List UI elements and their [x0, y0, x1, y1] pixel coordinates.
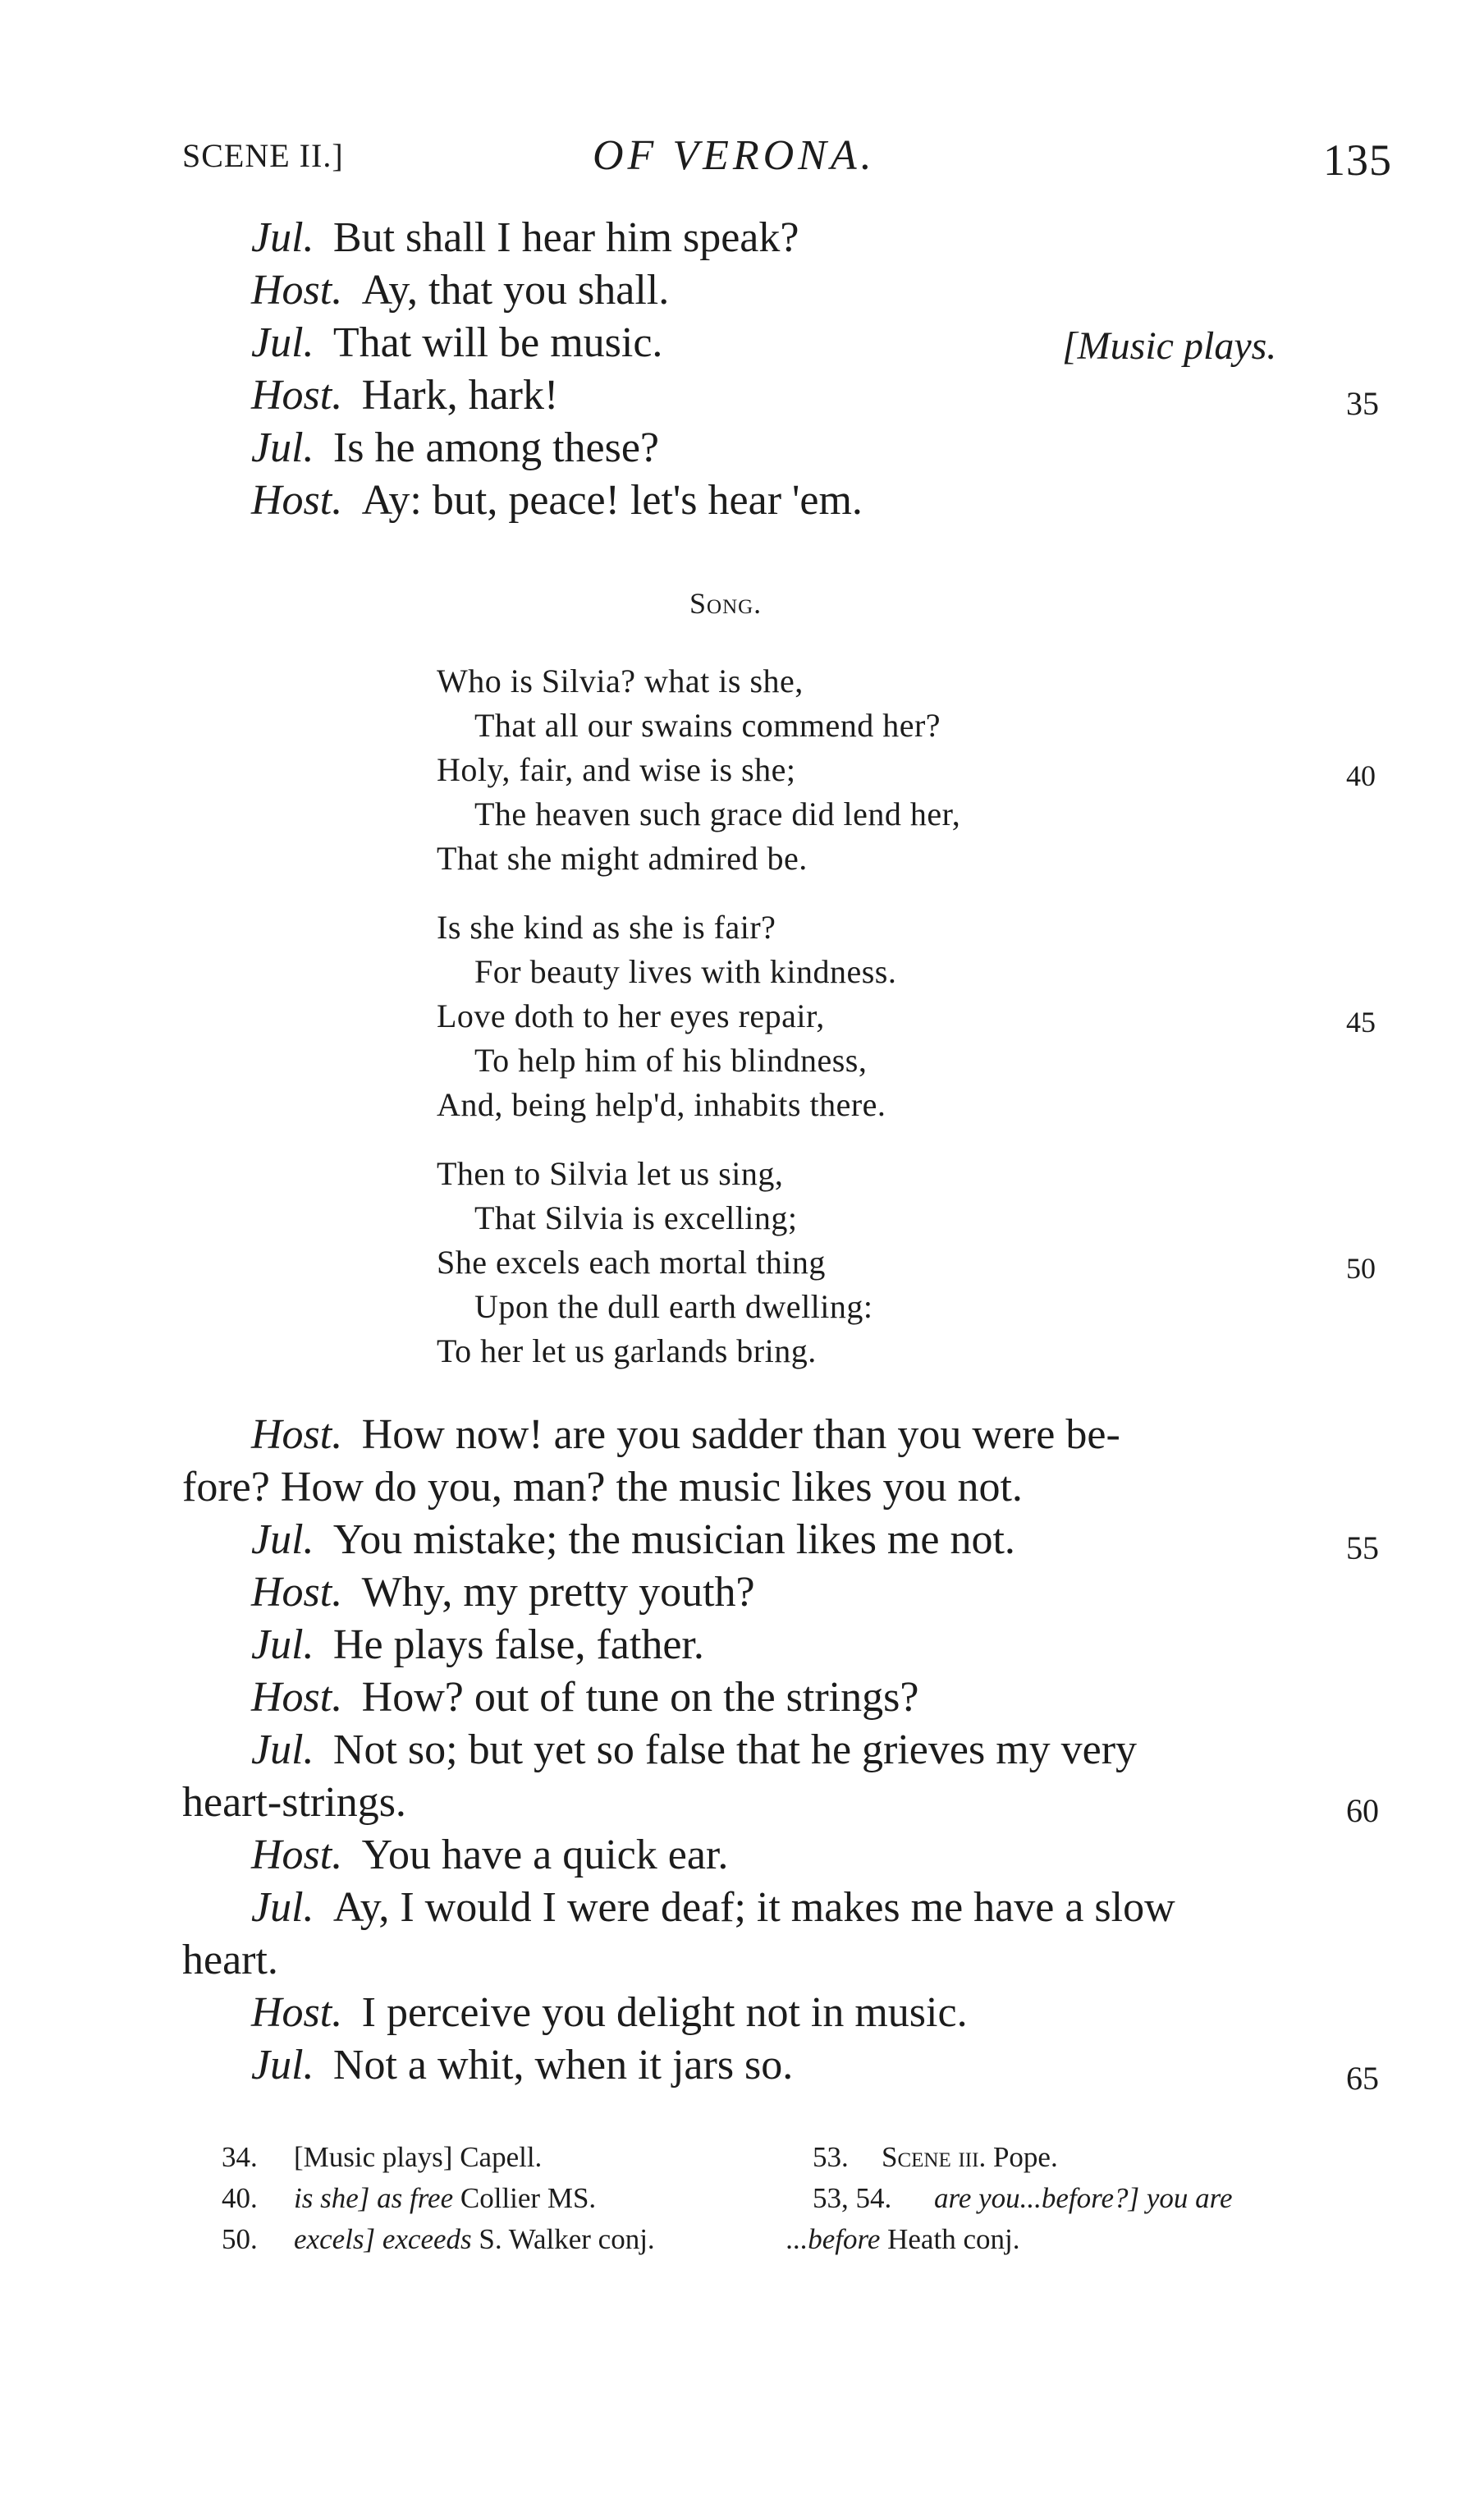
song-line: Upon the dull earth dwelling:	[474, 1288, 873, 1325]
line-number: 55	[1346, 1529, 1379, 1566]
dialogue-line	[251, 1831, 728, 1879]
footnote-source: Heath conj.	[880, 2223, 1020, 2255]
footnote-number: 53.	[813, 2141, 849, 2173]
song-line: Holy, fair, and wise is she;	[437, 751, 796, 788]
speech: You have a quick ear.	[361, 1832, 729, 1878]
song-line: For beauty lives with kindness.	[474, 953, 897, 990]
speech: fore? How do you, man? the music likes you not.	[182, 1464, 1023, 1511]
speech: How? out of tune on the strings?	[361, 1674, 919, 1721]
dialogue-line	[251, 371, 558, 420]
footnote-reading: ...before	[786, 2223, 881, 2255]
song-line: Love doth to her eyes repair,	[437, 997, 825, 1034]
song-line: That she might admired be.	[437, 840, 808, 877]
speech: Not a whit, when it jars so.	[332, 2042, 794, 2088]
song-line: To her let us garlands bring.	[437, 1332, 817, 1369]
footnote	[222, 2141, 542, 2174]
speaker: Host.	[251, 267, 343, 314]
speech: Is he among these?	[332, 424, 660, 471]
footnote-reading: as free	[369, 2182, 454, 2214]
song-line: Then to Silvia let us sing,	[437, 1155, 784, 1192]
song-line: And, being help'd, inhabits there.	[437, 1086, 886, 1123]
line-number: 40	[1346, 759, 1376, 792]
dialogue-line	[251, 424, 659, 472]
speaker: Host.	[251, 1411, 343, 1458]
dialogue-line	[251, 319, 662, 367]
speaker: Host.	[251, 1569, 343, 1616]
dialogue-line	[251, 1988, 968, 2037]
song-line: Who is Silvia? what is she,	[437, 663, 804, 699]
song-line: To help him of his blindness,	[474, 1042, 868, 1079]
speech: heart-strings.	[182, 1779, 406, 1826]
speech: How now! are you sadder than you were be-	[361, 1411, 1120, 1458]
speech: I perceive you delight not in music.	[361, 1989, 968, 2036]
speaker: Jul.	[251, 214, 314, 261]
running-head-title: OF VERONA.	[593, 132, 876, 179]
song-title: Song.	[689, 587, 763, 620]
speaker: Host.	[251, 477, 343, 524]
speech: He plays false, father.	[332, 1621, 704, 1668]
speaker: Jul.	[251, 1726, 314, 1773]
speaker: Jul.	[251, 1621, 314, 1668]
footnote-source: Pope.	[986, 2141, 1058, 2173]
page-number: 135	[1323, 135, 1392, 185]
dialogue-line	[251, 2041, 793, 2089]
song-line: The heaven such grace did lend her,	[474, 795, 961, 832]
footnote-reading: you are	[1139, 2182, 1233, 2214]
speech: But shall I hear him speak?	[332, 214, 799, 261]
dialogue-line	[182, 1936, 278, 1984]
speech: Why, my pretty youth?	[361, 1569, 755, 1616]
speaker: Jul.	[251, 424, 314, 471]
line-number: 35	[1346, 385, 1379, 422]
dialogue-line	[251, 1883, 1175, 1932]
speech: Ay: but, peace! let's hear 'em.	[361, 477, 863, 524]
speaker: Jul.	[251, 1516, 314, 1563]
dialogue-line	[182, 1463, 1023, 1511]
speech: Ay, I would I were deaf; it makes me have a slow	[332, 1884, 1175, 1931]
footnote-text: [Music plays] Capell.	[294, 2141, 543, 2173]
speaker: Host.	[251, 372, 343, 419]
speaker: Jul.	[251, 2042, 314, 2088]
speech: Hark, hark!	[361, 372, 559, 419]
speech: You mistake; the musician likes me not.	[332, 1516, 1015, 1563]
line-number: 60	[1346, 1792, 1379, 1829]
dialogue-line	[251, 266, 669, 314]
stage-direction: [Music plays.	[1062, 324, 1277, 368]
footnote-lemma: excels]	[294, 2223, 376, 2255]
dialogue-line	[251, 476, 863, 525]
dialogue-line	[251, 213, 799, 262]
footnote-source: S. Walker conj.	[471, 2223, 655, 2255]
footnote-number: 50.	[222, 2223, 258, 2255]
song-line: Is she kind as she is fair?	[437, 909, 776, 946]
song-line: That all our swains commend her?	[474, 707, 941, 744]
line-number: 65	[1346, 2060, 1379, 2097]
footnote	[222, 2182, 596, 2215]
dialogue-line	[182, 1778, 406, 1827]
dialogue-line	[251, 1673, 918, 1722]
footnote-reading: exceeds	[375, 2223, 472, 2255]
footnote-lemma: are you...before?]	[934, 2182, 1140, 2214]
speaker: Host.	[251, 1832, 343, 1878]
speech: That will be music.	[332, 319, 663, 366]
line-number: 45	[1346, 1006, 1376, 1039]
speech: Not so; but yet so false that he grieves my very	[332, 1726, 1138, 1773]
footnote	[222, 2223, 655, 2256]
running-head-scene: SCENE II.]	[182, 137, 344, 174]
speaker: Jul.	[251, 1884, 314, 1931]
speaker: Jul.	[251, 319, 314, 366]
speech: Ay, that you shall.	[361, 267, 670, 314]
footnote	[813, 2182, 1233, 2215]
dialogue-line	[251, 1410, 1120, 1459]
dialogue-line	[251, 1621, 704, 1669]
speaker: Host.	[251, 1674, 343, 1721]
dialogue-line	[251, 1568, 755, 1616]
footnote-lemma: is she]	[294, 2182, 370, 2214]
dialogue-line	[251, 1726, 1137, 1774]
footnote-number: 40.	[222, 2182, 258, 2214]
speaker: Host.	[251, 1989, 343, 2036]
footnote	[813, 2141, 1058, 2174]
footnote-source: Collier MS.	[453, 2182, 597, 2214]
song-line: She excels each mortal thing	[437, 1244, 826, 1281]
line-number: 50	[1346, 1252, 1376, 1285]
speech: heart.	[182, 1937, 278, 1983]
footnote-number: 34.	[222, 2141, 258, 2173]
footnote	[786, 2223, 1019, 2256]
song-line: That Silvia is excelling;	[474, 1199, 798, 1236]
dialogue-line	[251, 1515, 1015, 1564]
footnote-number: 53, 54.	[813, 2182, 892, 2214]
footnote-lemma: Scene iii.	[882, 2141, 987, 2173]
